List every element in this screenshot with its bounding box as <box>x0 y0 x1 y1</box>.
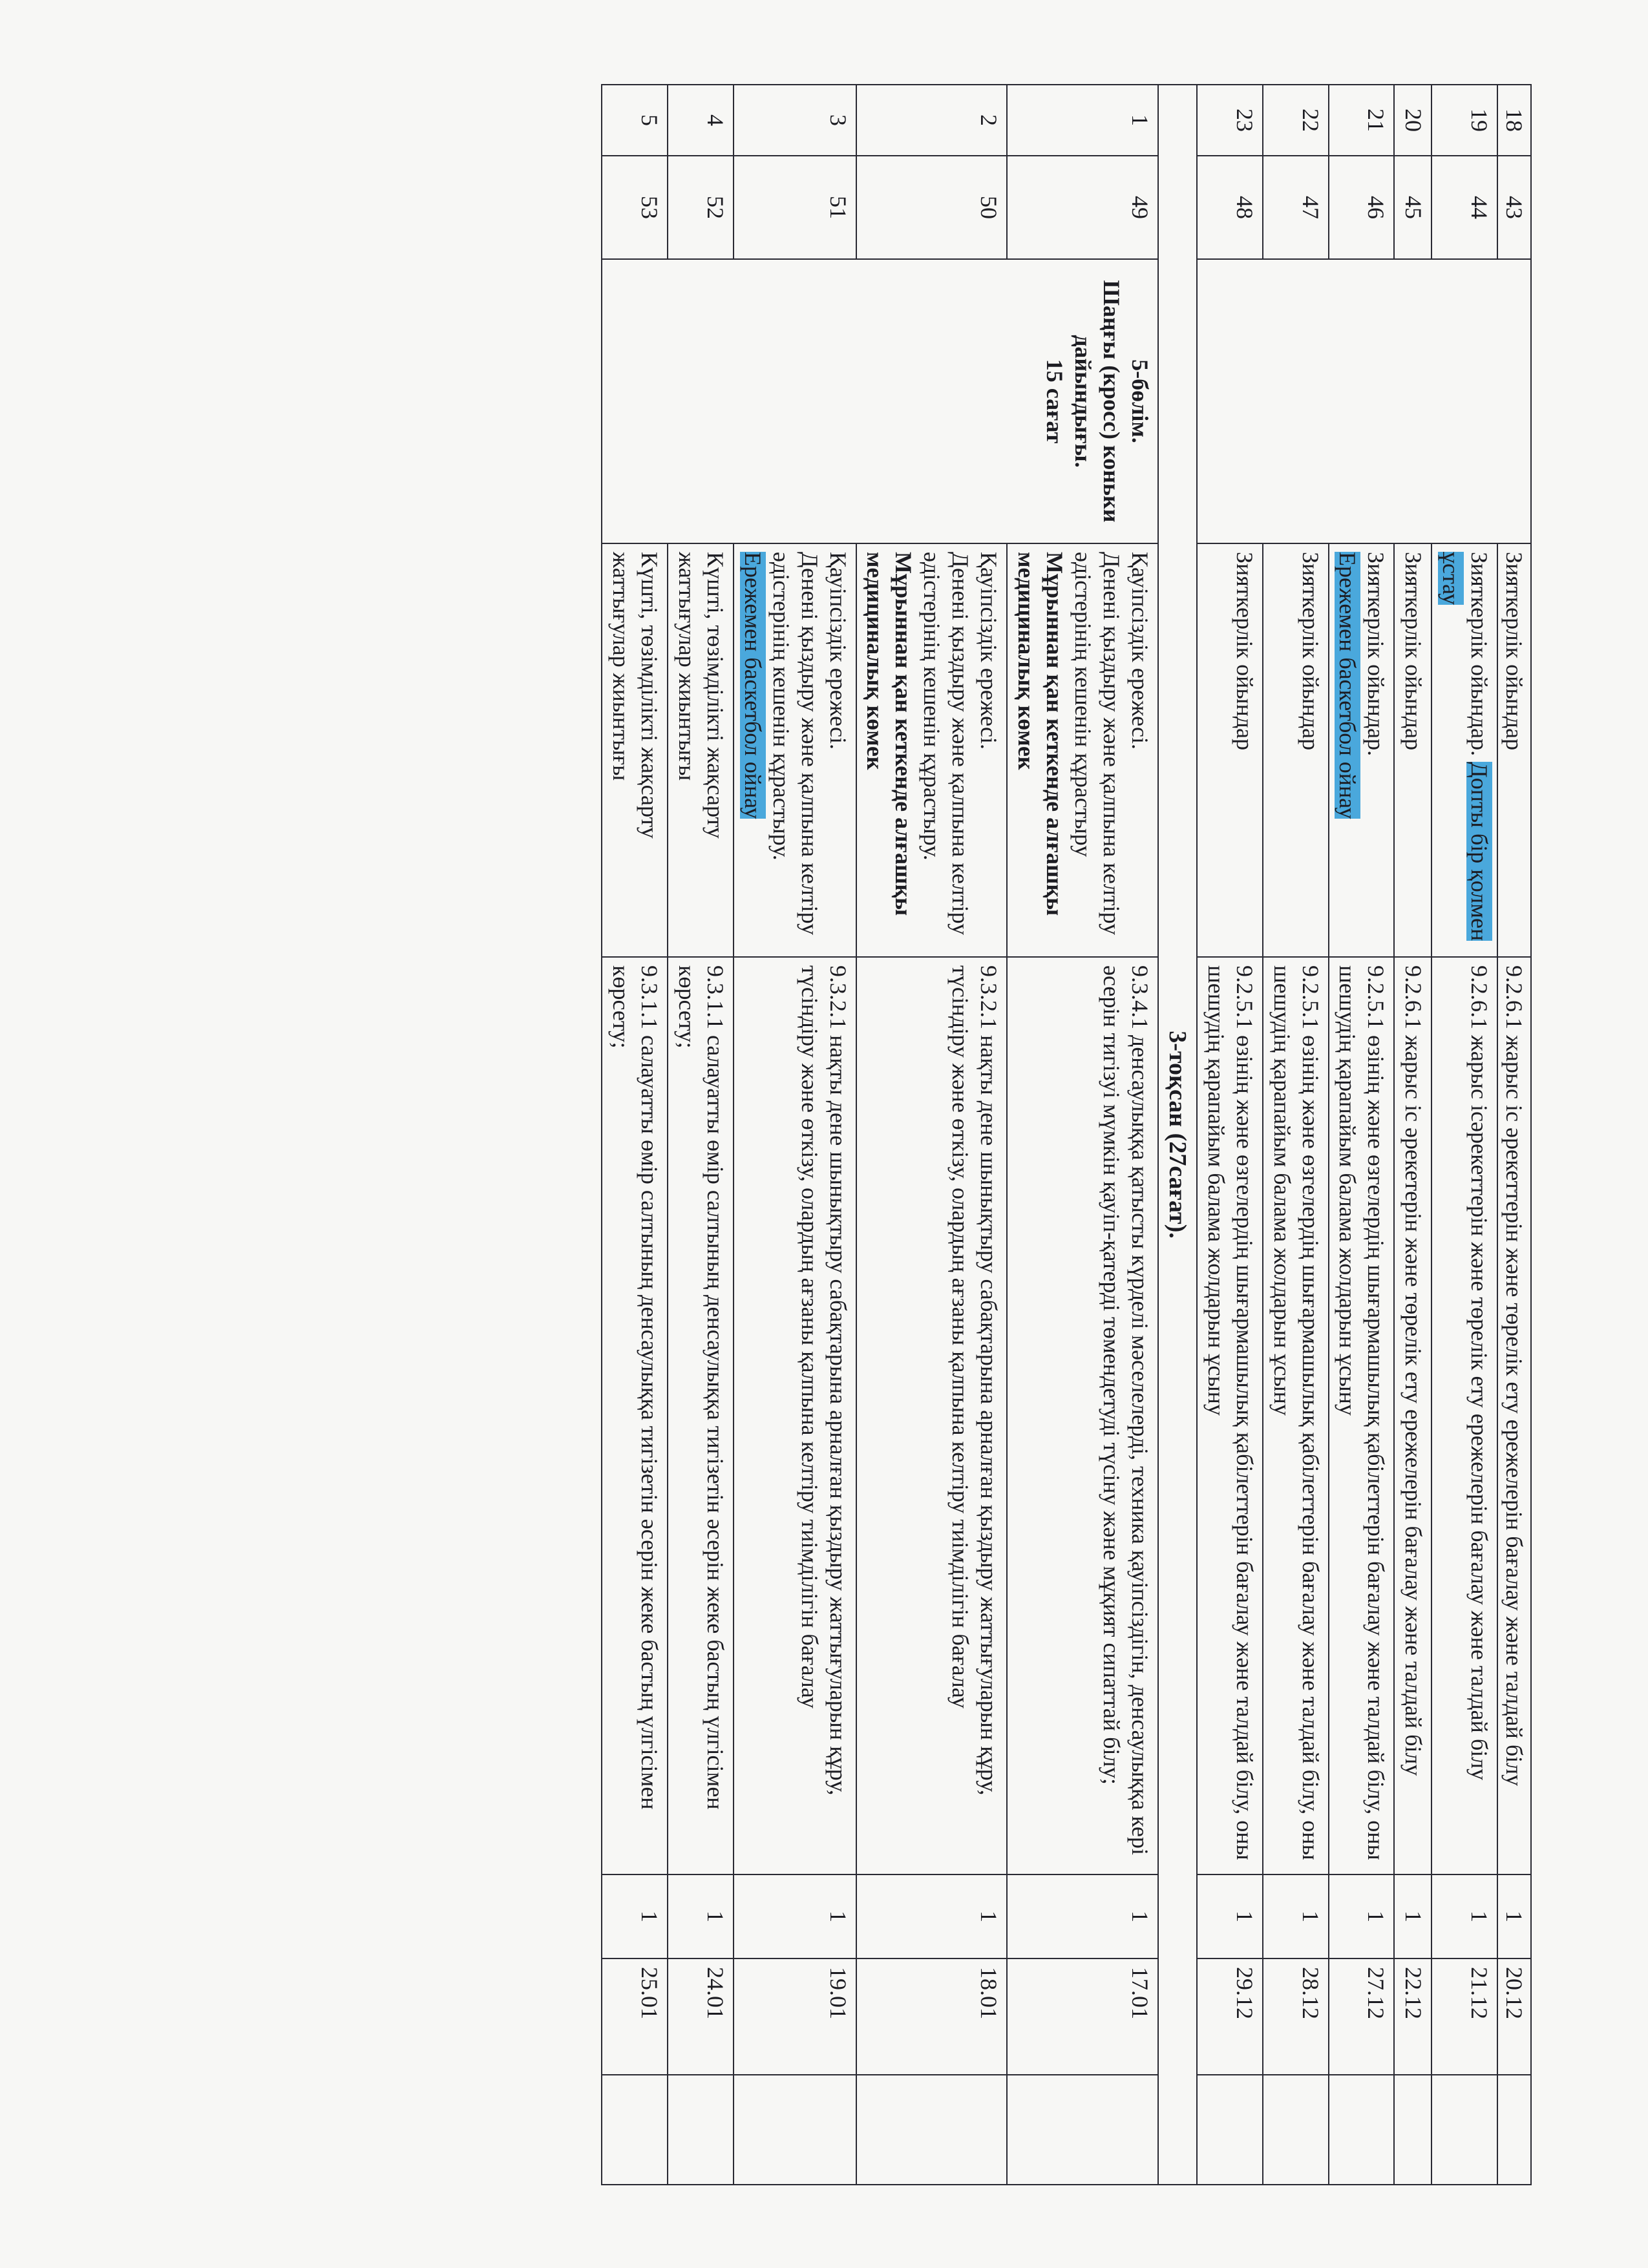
row-number: 1 <box>1007 85 1158 156</box>
note-cell <box>1431 2075 1497 2185</box>
row-number: 2 <box>856 85 1008 156</box>
section-title: 5-бөлім. <box>1126 359 1153 443</box>
topic-cell: Зияткерлік ойындар <box>1394 543 1431 957</box>
note-cell <box>1263 2075 1329 2185</box>
row-number: 18 <box>1497 85 1531 156</box>
lesson-number: 44 <box>1431 156 1497 259</box>
topic-cell <box>1329 543 1395 957</box>
date-cell: 24.01 <box>668 1958 734 2075</box>
highlighted-topic: Ережемен баскетбол ойнау <box>1335 552 1361 819</box>
topic-bold: Мұрыннан қан кеткенде алғашқы медициналық көмек <box>1013 552 1068 916</box>
date-cell: 27.12 <box>1329 1958 1395 2075</box>
hours-cell: 1 <box>734 1874 856 1958</box>
section-cell <box>602 259 1157 543</box>
lesson-number: 53 <box>602 156 668 259</box>
lesson-number: 43 <box>1497 156 1531 259</box>
date-cell: 19.01 <box>734 1958 856 2075</box>
row-number: 20 <box>1394 85 1431 156</box>
topic-text: Зияткерлік ойындар. <box>1363 552 1389 757</box>
note-cell <box>856 2075 1008 2185</box>
row-number: 5 <box>602 85 668 156</box>
note-cell <box>1497 2075 1531 2185</box>
row-number: 22 <box>1263 85 1329 156</box>
row-number: 21 <box>1329 85 1395 156</box>
date-cell: 21.12 <box>1431 1958 1497 2075</box>
hours-cell: 1 <box>1007 1874 1158 1958</box>
lesson-number: 51 <box>734 156 856 259</box>
note-cell <box>1197 2075 1263 2185</box>
row-number: 19 <box>1431 85 1497 156</box>
outcome-cell: 9.3.1.1 салауатты өмір салтының денсаулыққа тигізетін әсерін жеке бастың үлгісімен көрсету; <box>602 957 668 1874</box>
date-cell: 20.12 <box>1497 1958 1531 2075</box>
topic-text: Зияткерлік ойындар. <box>1466 552 1493 757</box>
topic-cell <box>856 543 1008 957</box>
lesson-number: 52 <box>668 156 734 259</box>
outcome-cell: 9.3.4.1 денсаулыққа қатысты күрделі мәселелерді, техника қауіпсіздігін, денсаулыққа кері әсерін тигізуі мүмкін қауіп-қатерді төмендетуді түсіну және мұқият сипаттай білу; <box>1007 957 1158 1874</box>
table-row <box>1497 85 1531 2185</box>
topic-bold: Мұрыннан қан кеткенде алғашқы медициналық көмек <box>862 552 917 916</box>
hours-cell: 1 <box>856 1874 1008 1958</box>
hours-cell: 1 <box>1263 1874 1329 1958</box>
topic-cell <box>1431 543 1497 957</box>
outcome-cell: 9.3.2.1 нақты дене шынықтыру сабақтарына арналған қыздыру жаттығуларын құру, түсіндіру және өткізу, олардың ағзаны қалпына келтіру тиімділігін бағалау <box>856 957 1008 1874</box>
section-name: Шаңғы (кросс) коньки дайындығы. <box>1070 280 1125 523</box>
topic-text: Денені қыздыру және қалпына келтіру әдістерінің кешенін құрастыру. <box>919 552 974 936</box>
date-cell: 25.01 <box>602 1958 668 2075</box>
outcome-cell: 9.2.5.1 өзінің және өзгелердің шығармашылық қабілеттерін бағалау және талдай білу, оны шешудің қарапайым балама жолдарын ұсыну <box>1263 957 1329 1874</box>
outcome-cell: 9.2.6.1 жарыс іс әрекетерін және төрелік ету ережелерін бағалау және талдай білу <box>1394 957 1431 1874</box>
lesson-number: 49 <box>1007 156 1158 259</box>
note-cell <box>602 2075 668 2185</box>
topic-cell: Күшті, төзімділікті жақсарту жаттығулар жиынтығы <box>668 543 734 957</box>
row-number: 3 <box>734 85 856 156</box>
date-cell: 28.12 <box>1263 1958 1329 2075</box>
note-cell <box>1007 2075 1158 2185</box>
lesson-number: 45 <box>1394 156 1431 259</box>
quarter-header-row <box>1158 85 1197 2185</box>
topic-text: Денені қыздыру және қалпына келтіру әдістерінің кешенін құрастыру. <box>768 552 823 936</box>
section-hours: 15 сағат <box>1041 359 1068 444</box>
note-cell <box>1329 2075 1395 2185</box>
hours-cell: 1 <box>668 1874 734 1958</box>
note-cell <box>1394 2075 1431 2185</box>
topic-cell: Зияткерлік ойындар <box>1263 543 1329 957</box>
outcome-cell: 9.2.5.1 өзінің және өзгелердің шығармашылық қабілеттерін бағалау және талдай білу, оны шешудің қарапайым балама жолдарын ұсыну <box>1197 957 1263 1874</box>
outcome-cell: 9.2.5.1 өзінің және өзгелердің шығармашылық қабілеттерін бағалау және талдай білу, оны шешудің қарапайым балама жолдарын ұсыну <box>1329 957 1395 1874</box>
topic-text: Қауіпсіздік ережесі. <box>825 552 851 750</box>
row-number: 23 <box>1197 85 1263 156</box>
lesson-number: 50 <box>856 156 1008 259</box>
outcome-cell: 9.3.2.1 нақты дене шынықтыру сабақтарына арналған қыздыру жаттығуларын құру, түсіндіру және өткізу, олардың ағзаны қалпына келтіру тиімділігін бағалау <box>734 957 856 1874</box>
note-cell <box>734 2075 856 2185</box>
quarter-header: 3-тоқсан (27сағат). <box>1158 85 1197 2185</box>
outcome-cell: 9.3.1.1 салауатты өмір салтының денсаулыққа тигізетін әсерін жеке бастың үлгісімен көрсету; <box>668 957 734 1874</box>
date-cell: 17.01 <box>1007 1958 1158 2075</box>
lesson-plan-table <box>601 84 1532 2185</box>
lesson-number: 46 <box>1329 156 1395 259</box>
topic-cell <box>1007 543 1158 957</box>
row-number: 4 <box>668 85 734 156</box>
table-row <box>1007 85 1158 2185</box>
date-cell: 18.01 <box>856 1958 1008 2075</box>
note-cell <box>668 2075 734 2185</box>
topic-cell: Зияткерлік ойындар <box>1197 543 1263 957</box>
hours-cell: 1 <box>602 1874 668 1958</box>
hours-cell: 1 <box>1497 1874 1531 1958</box>
topic-text: Қауіпсіздік ережесі. <box>1126 552 1153 750</box>
topic-cell: Зияткерлік ойындар <box>1497 543 1531 957</box>
outcome-cell: 9.2.6.1 жарыс іс әрекеттерін және төрелік ету ережелерін бағалау және талдай білу <box>1497 957 1531 1874</box>
topic-text: Қауіпсіздік ережесі. <box>976 552 1002 750</box>
topic-cell: Күшті, төзімділікті жақсарту жаттығулар жиынтығы <box>602 543 668 957</box>
hours-cell: 1 <box>1197 1874 1263 1958</box>
date-cell: 29.12 <box>1197 1958 1263 2075</box>
hours-cell: 1 <box>1394 1874 1431 1958</box>
highlighted-topic: Допты бір қолмен ұстау <box>1438 552 1493 941</box>
topic-cell <box>734 543 856 957</box>
hours-cell: 1 <box>1329 1874 1395 1958</box>
outcome-cell: 9.2.6.1 жарыс ісәрекеттерін және төрелік ету ережелерін бағалау және талдай білу <box>1431 957 1497 1874</box>
highlighted-topic: Ережемен баскетбол ойнау <box>739 552 766 819</box>
lesson-number: 48 <box>1197 156 1263 259</box>
topic-text: Денені қыздыру және қалпына келтіру әдістерінің кешенін құрастыру <box>1070 552 1125 936</box>
section-cell-empty <box>1197 259 1531 543</box>
date-cell: 22.12 <box>1394 1958 1431 2075</box>
hours-cell: 1 <box>1431 1874 1497 1958</box>
lesson-number: 47 <box>1263 156 1329 259</box>
